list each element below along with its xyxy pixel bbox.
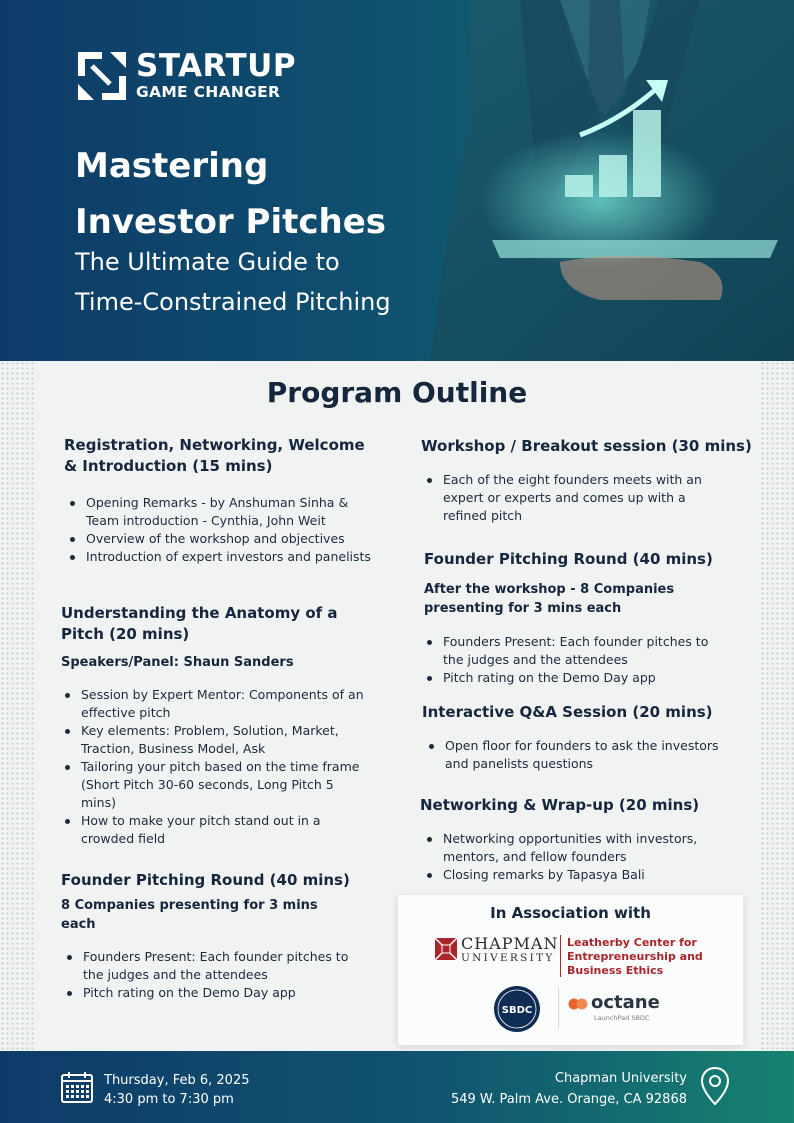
list-item: Founders Present: Each founder pitches to the judges and the attendees (421, 633, 721, 669)
association-card (398, 895, 743, 1045)
section-subheading: 8 Companies presenting for 3 mins each (61, 898, 318, 932)
dot-pattern-left (0, 361, 34, 1051)
program-outline-title: Program Outline (266, 376, 528, 409)
section-list (59, 686, 369, 848)
section-list (421, 471, 721, 525)
octane-name: octane (591, 992, 660, 1013)
event-footer (0, 1051, 794, 1123)
dot-pattern-right (760, 361, 794, 1051)
divider (560, 935, 561, 977)
leatherby-center: Leatherby Center for Entrepreneurship and Business Ethics (567, 936, 703, 977)
list-item: Each of the eight founders meets with an expert or experts and comes up with a refined pitch (421, 471, 721, 525)
hero-title-line2: Investor Pitches (75, 202, 387, 242)
divider (558, 987, 559, 1029)
list-item: Closing remarks by Tapasya Bali (421, 866, 721, 884)
hero-banner (0, 0, 794, 361)
section-list (421, 633, 721, 687)
section-heading: Founder Pitching Round (40 mins) (424, 550, 713, 568)
chapman-university: UNIVERSITY (461, 952, 555, 964)
list-item: Introduction of expert investors and panelists (64, 548, 384, 566)
section-heading: Registration, Networking, Welcome & Introduction (15 mins) (64, 436, 365, 475)
hero-subtitle (75, 242, 495, 322)
startup-logo-icon (76, 50, 128, 102)
sbdc-logo-icon (493, 985, 541, 1033)
section-list (421, 830, 721, 884)
list-item: Opening Remarks - by Anshuman Sinha & Team introduction - Cynthia, John Weit (64, 494, 384, 530)
brand-line1: STARTUP (136, 48, 297, 84)
association-title: In Association with (490, 904, 651, 922)
list-item: Tailoring your pitch based on the time frame (Short Pitch 30-60 seconds, Long Pitch 5 mins) (59, 758, 369, 812)
list-item: Key elements: Problem, Solution, Market, Traction, Business Model, Ask (59, 722, 369, 758)
event-location (451, 1068, 687, 1110)
octane-logo-icon (568, 997, 588, 1011)
chapman-emblem-icon (435, 938, 457, 960)
brand-logo (76, 50, 296, 102)
calendar-icon (60, 1070, 94, 1104)
section-subheading: After the workshop - 8 Companies presenting for 3 mins each (424, 582, 675, 616)
hero-title (75, 138, 455, 250)
event-datetime (104, 1071, 249, 1109)
list-item: Pitch rating on the Demo Day app (61, 984, 361, 1002)
section-heading: Workshop / Breakout session (30 mins) (421, 437, 752, 455)
event-venue: Chapman University (554, 1071, 687, 1086)
list-item: How to make your pitch stand out in a crowded field (59, 812, 369, 848)
list-item: Session by Expert Mentor: Components of an effective pitch (59, 686, 369, 722)
event-date: Thursday, Feb 6, 2025 (104, 1073, 250, 1088)
event-time: 4:30 pm to 7:30 pm (104, 1092, 234, 1107)
section-subheading: Speakers/Panel: Shaun Sanders (61, 655, 294, 670)
section-heading: Networking & Wrap-up (20 mins) (420, 796, 700, 814)
octane-subtitle: LaunchPad SBDC (594, 1014, 650, 1022)
list-item: Overview of the workshop and objectives (64, 530, 384, 548)
section-heading: Founder Pitching Round (40 mins) (61, 871, 350, 889)
list-item: Pitch rating on the Demo Day app (421, 669, 721, 687)
section-heading: Interactive Q&A Session (20 mins) (422, 703, 713, 721)
hero-title-line1: Mastering (75, 146, 269, 186)
section-list (61, 948, 361, 1002)
section-list (64, 494, 384, 566)
sbdc-logo-text: SBDC (501, 1005, 533, 1016)
list-item: Founders Present: Each founder pitches to the judges and the attendees (61, 948, 361, 984)
hero-subtitle-line1: The Ultimate Guide to (75, 248, 340, 276)
section-list (423, 737, 723, 773)
list-item: Open floor for founders to ask the investors and panelists questions (423, 737, 723, 773)
list-item: Networking opportunities with investors, mentors, and fellow founders (421, 830, 721, 866)
chapman-name: CHAPMAN (461, 934, 559, 953)
section-heading: Understanding the Anatomy of a Pitch (20 mins) (61, 604, 338, 643)
hero-subtitle-line2: Time-Constrained Pitching (75, 288, 391, 316)
location-pin-icon (700, 1066, 730, 1106)
event-address: 549 W. Palm Ave. Orange, CA 92868 (450, 1092, 687, 1107)
brand-line2: GAME CHANGER (136, 83, 281, 101)
